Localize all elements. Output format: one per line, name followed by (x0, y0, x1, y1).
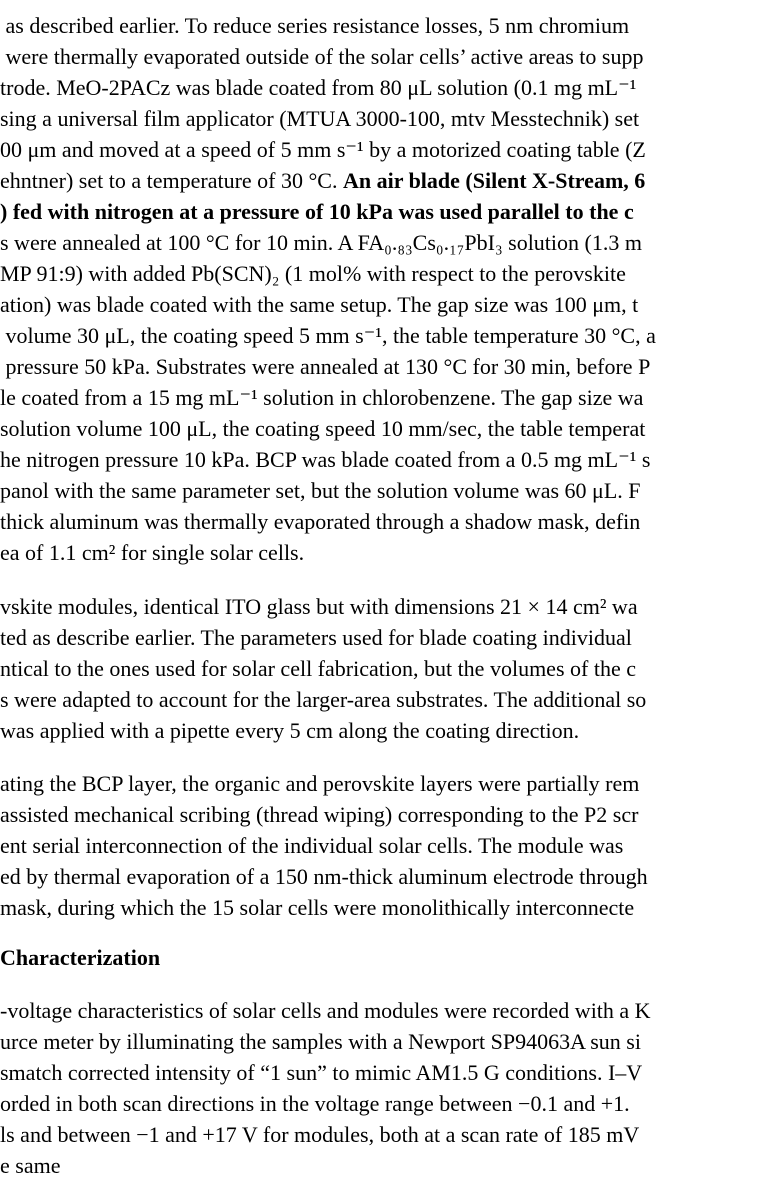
text-line: s were annealed at 100 °C for 10 min. A FA₀.₈₃Cs₀.₁₇PbI₃ solution (1.3 m (0, 230, 642, 255)
text-line: 00 μm and moved at a speed of 5 mm s⁻¹ by a motorized coating table (Z (0, 137, 646, 162)
section-heading: Characterization (0, 945, 161, 970)
bold-text-span: An air blade (Silent X-Stream, 6 (342, 168, 646, 193)
text-line: assisted mechanical scribing (thread wiping) corresponding to the P2 scr (0, 802, 639, 827)
text-line: ed by thermal evaporation of a 150 nm-thick aluminum electrode through (0, 864, 648, 889)
text-line: solution volume 100 μL, the coating speed 10 mm/sec, the table temperat (0, 416, 646, 441)
text-span: ehntner) set to a temperature of 30 °C. (0, 168, 343, 193)
text-line: ntical to the ones used for solar cell fabrication, but the volumes of the c (0, 656, 636, 681)
text-line: smatch corrected intensity of “1 sun” to mimic AM1.5 G conditions. I–V (0, 1060, 643, 1085)
text-line: trode. MeO-2PACz was blade coated from 80 μL solution (0.1 mg mL⁻¹ (0, 75, 637, 100)
text-line: were thermally evaporated outside of the solar cells’ active areas to supp (0, 44, 644, 69)
text-line: ted as describe earlier. The parameters used for blade coating individual (0, 625, 632, 650)
text-line: ation) was blade coated with the same setup. The gap size was 100 μm, t (0, 292, 639, 317)
text-line: s were adapted to account for the larger-area substrates. The additional so (0, 687, 647, 712)
text-line: ent serial interconnection of the individual solar cells. The module was (0, 833, 624, 858)
text-line: was applied with a pipette every 5 cm along the coating direction. (0, 718, 580, 743)
text-line: ating the BCP layer, the organic and perovskite layers were partially rem (0, 771, 640, 796)
text-line: sing a universal film applicator (MTUA 3000-100, mtv Messtechnik) set (0, 106, 640, 131)
text-line: MP 91:9) with added Pb(SCN)₂ (1 mol% with respect to the perovskite (0, 261, 626, 286)
text-line: orded in both scan directions in the voltage range between −0.1 and +1. (0, 1091, 630, 1116)
text-line: urce meter by illuminating the samples with a Newport SP94063A sun si (0, 1029, 641, 1054)
text-line: vskite modules, identical ITO glass but with dimensions 21 × 14 cm² wa (0, 594, 638, 619)
text-line: ls and between −1 and +17 V for modules, both at a scan rate of 185 mV (0, 1122, 640, 1147)
text-line: e same (0, 1153, 61, 1178)
text-line: ea of 1.1 cm² for single solar cells. (0, 540, 305, 565)
text-line (0, 166, 645, 196)
text-line: mask, during which the 15 solar cells were monolithically interconnecte (0, 895, 635, 920)
text-line: pressure 50 kPa. Substrates were annealed at 130 °C for 30 min, before P (0, 354, 651, 379)
text-line: volume 30 μL, the coating speed 5 mm s⁻¹, the table temperature 30 °C, a (0, 323, 656, 348)
text-line: -voltage characteristics of solar cells and modules were recorded with a K (0, 998, 651, 1023)
text-line: le coated from a 15 mg mL⁻¹ solution in chlorobenzene. The gap size wa (0, 385, 644, 410)
text-line: thick aluminum was thermally evaporated through a shadow mask, defin (0, 509, 641, 534)
bold-text-line: ) fed with nitrogen at a pressure of 10 kPa was used parallel to the c (0, 199, 634, 224)
text-line: panol with the same parameter set, but the solution volume was 60 μL. F (0, 478, 641, 503)
text-line: as described earlier. To reduce series resistance losses, 5 nm chromium (0, 13, 630, 38)
text-line: he nitrogen pressure 10 kPa. BCP was blade coated from a 0.5 mg mL⁻¹ s (0, 447, 651, 472)
